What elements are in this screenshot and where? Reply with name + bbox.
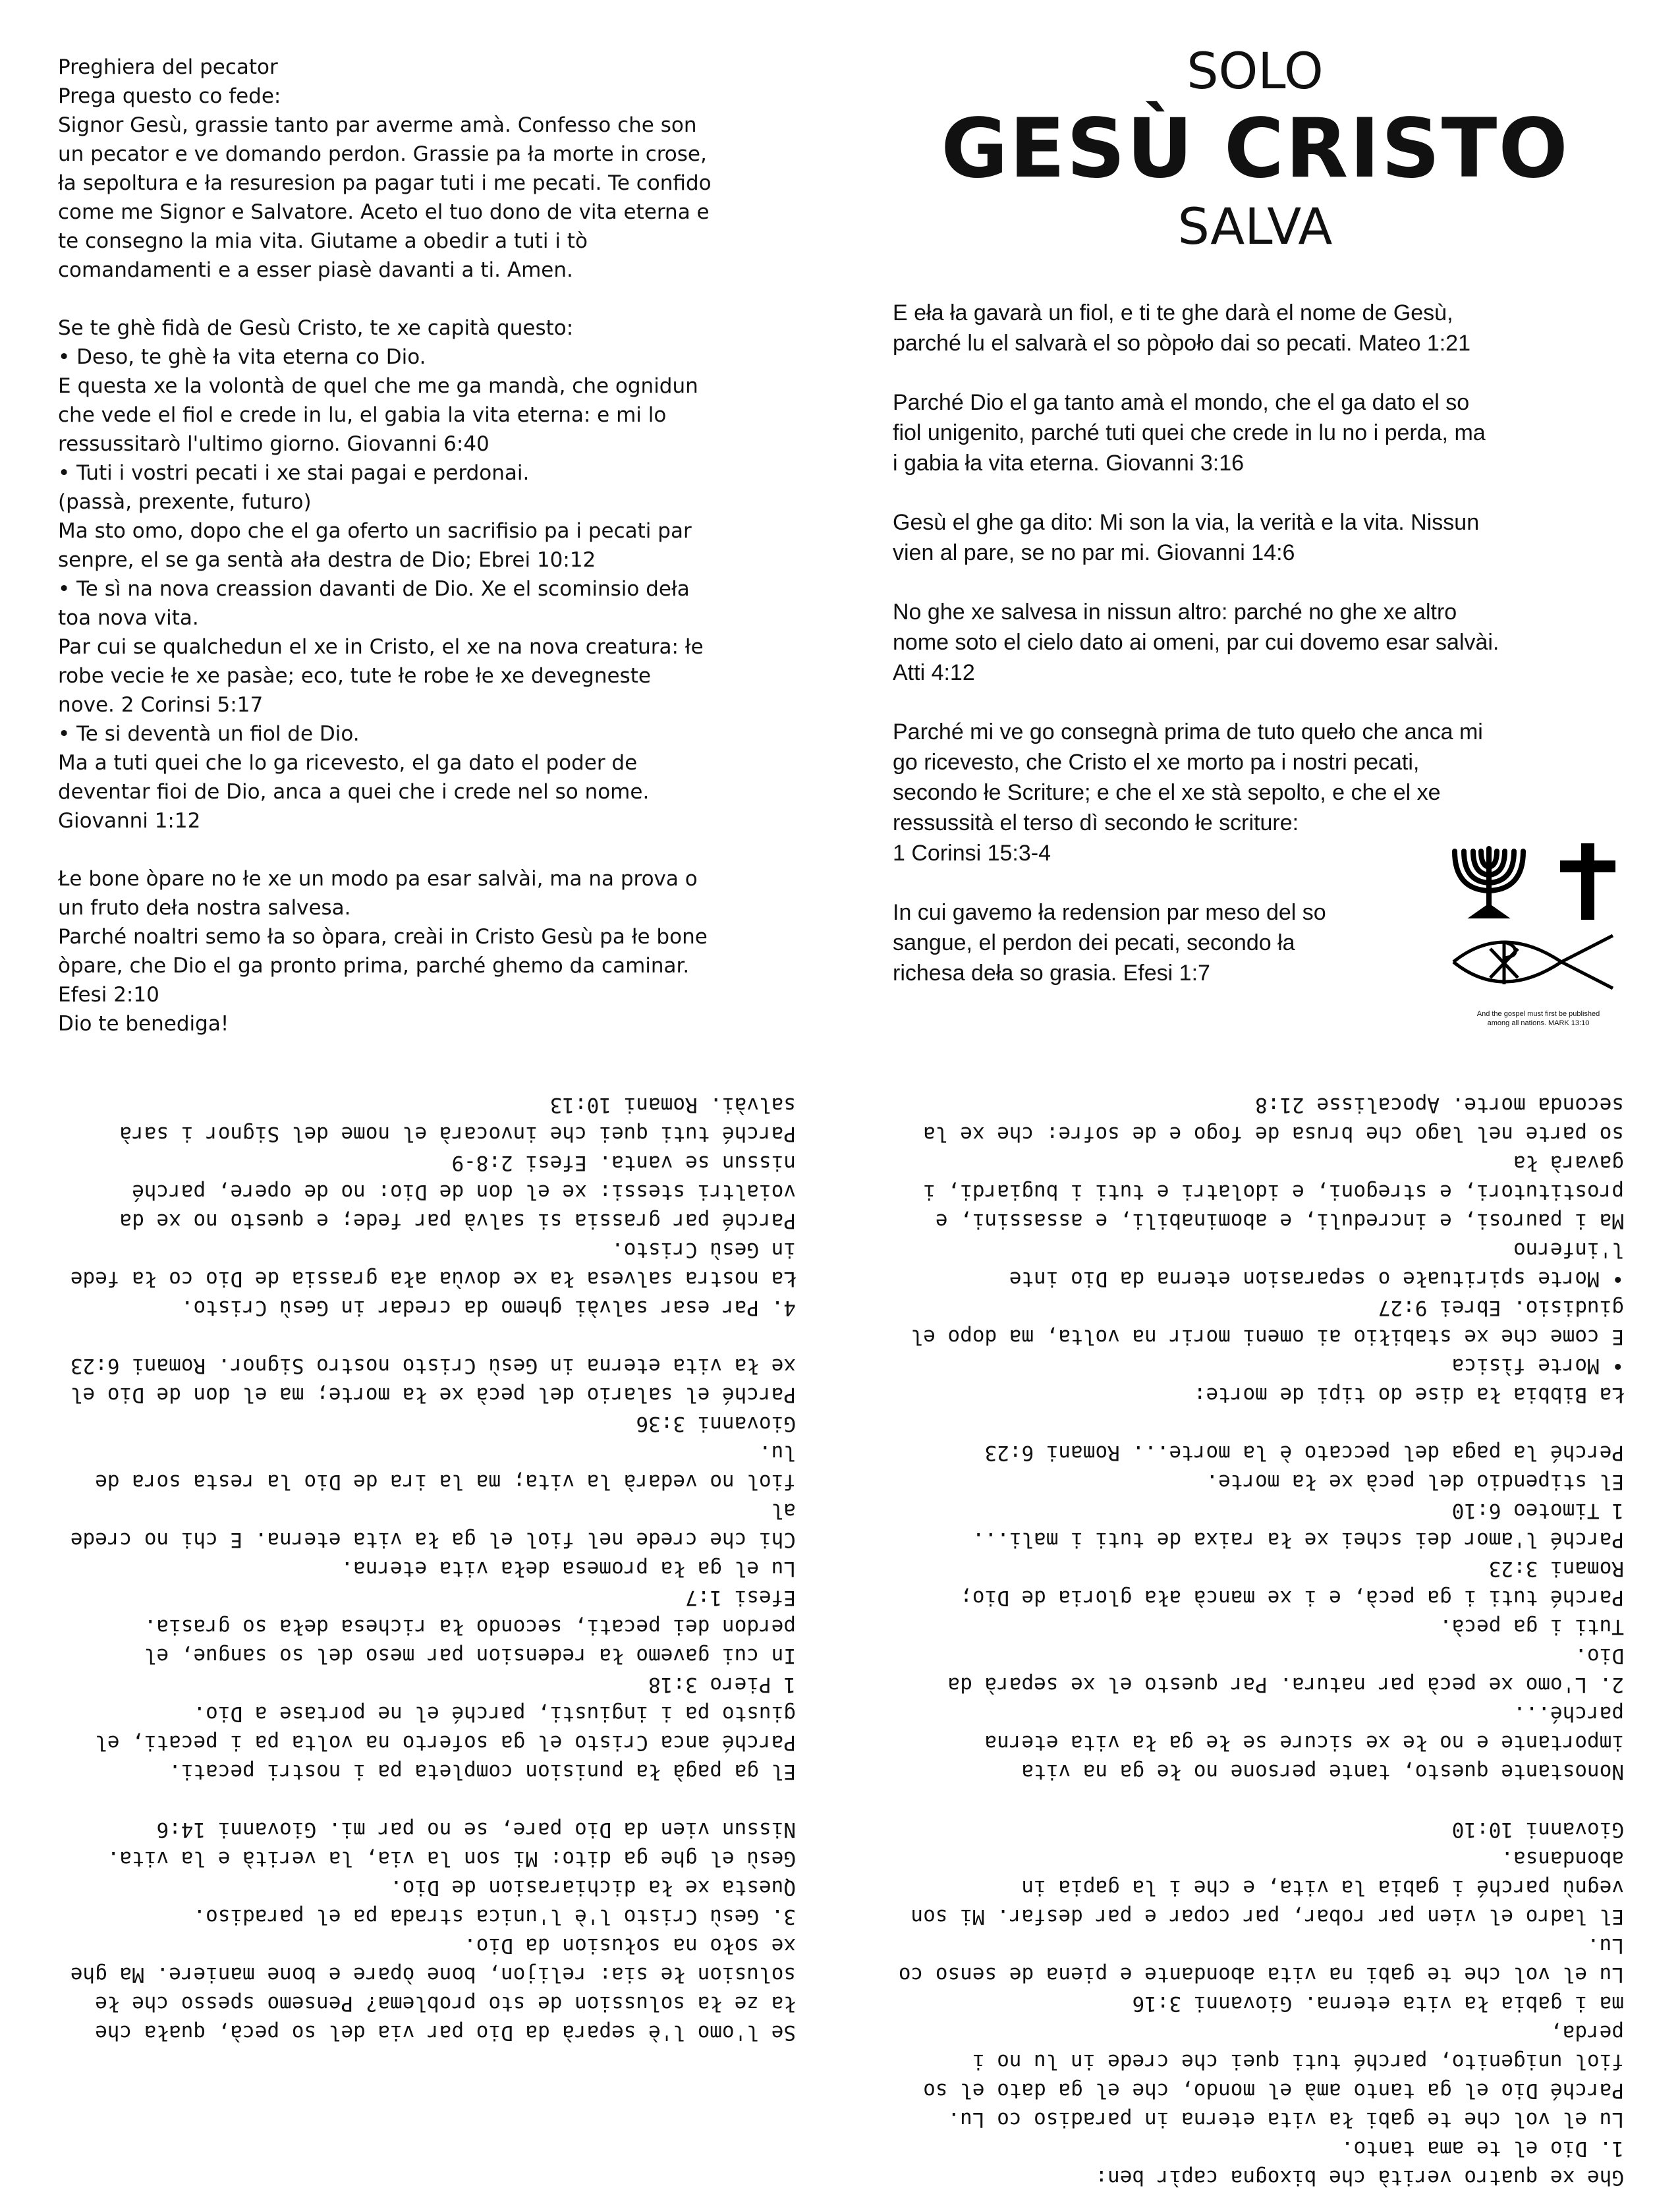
text-line: Parché noaltri semo ła so òpara, creài in Cristo Gesù pa łe bone [58,925,708,949]
text-line: un fruto deła nostra salvesa. [58,896,351,920]
text-line: nissun se vanta. Efesi 2:8-9 [451,1151,796,1175]
text-line: Nonostante questo, tante persone no łe ga na vita [1021,1760,1624,1784]
text-line: Se l'omo l'è separà da Dio par via del so pecà, quała che [95,2021,796,2044]
text-line: toa nova vita. [58,606,199,630]
text-line: giudisio. Ebrei 9:27 [1378,1296,1624,1320]
text-line: Parché el salario del pecà xe ła morte; ma el don de Dio el [70,1383,796,1407]
text-line: E questa xe la volontà de quel che me ga mandà, che ognidun [58,374,698,398]
text-line: importante e no łe xe sicure se łe ga ła vita eterna parché... [972,1702,1624,1755]
title-block [919,40,1591,258]
cross-icon [1560,843,1615,920]
text-line: El stipendio del pecà xe ła morte. [1206,1470,1624,1494]
text-line: No ghe xe salvesa in nissun altro: parché no ghe xe altro [893,600,1457,625]
text-line: solusion łe sia: relijon, bone òpare e bone maniere. Ma ghe [70,1963,796,1986]
text-line: perdon dei pecati, secondo ła richesa deła so grasia. [144,1615,796,1639]
text-line: • Morte fìsica [1451,1354,1624,1378]
paragraph-gap [893,1409,1624,1438]
text-line: fiol unigenito, parché tuti quei che crede in lu no i perda, [960,2021,1624,2073]
text-line: Ma sto omo, dopo che el ga oferto un sacrifisio pa i pecati par [58,519,692,543]
text-line: richesa deła so grasia. Efesi 1:7 [893,961,1210,986]
truths-part1-panel [893,1090,1624,2192]
text-line: Parché anca Cristo el ga soferto na volta pa i pecati, el [95,1731,796,1755]
text-line: ma i gabia ła vita eterna. Giovanni 3:16 [1132,1992,1624,2015]
prayer-panel [58,53,796,1038]
text-line: • Deso, te ghè ła vita eterna co Dio. [58,345,426,369]
text-line: Par cui se qualchedun el xe in Cristo, el xe na nova creatura: łe [58,635,704,659]
text-line: Parché l'amor dei schei xe ła raixa de tuti i mali... [972,1528,1624,1552]
paragraph-gap [893,1786,1624,1815]
text-line: (passà, prexente, futuro) [58,490,312,514]
text-line: Se te ghè fidà de Gesù Cristo, te xe capità questo: [58,316,574,340]
text-line: Preghiera del pecator [58,55,278,79]
text-line: Efesi 1:7 [685,1586,796,1610]
paragraph-gap [893,568,1624,597]
text-line: 1 Timoteo 6:10 [1451,1499,1624,1523]
paragraph-gap [58,285,796,314]
text-line: vien al pare, se no par mi. Giovanni 14:6 [893,540,1295,565]
paragraph-gap [58,1322,796,1351]
text-line: ressussità el terso dì secondo łe scriture: [893,810,1299,835]
text-line: prostitutori, e stregoni, e idolatri e tuti i bugiardi, i gavarà ła [910,1151,1624,1204]
text-line: • Tuti i vostri pecati i xe stai pagai e perdonai. [58,461,530,485]
text-line: 1 Corinsi 15:3-4 [893,841,1051,866]
text-line: Prega questo co fede: [58,84,281,108]
caption-line: among all nations. MARK 13:10 [1487,1019,1590,1027]
text-line: Tuti i ga pecà. [1440,1615,1624,1639]
text-line: robe vecie łe xe pasàe; eco, tute łe robe łe xe devegneste [58,664,651,688]
text-line: ła ze ła solussion de sto problema? Pensemo spesso che łe [95,1992,796,2015]
text-line: Parché Dio el ga tanto amà el mondo, che el ga dato el so [923,2079,1624,2102]
verse-caption [1433,1009,1644,1028]
text-line: Lu. [1587,1934,1624,1957]
text-line: Gesù el ghe ga dito: Mi son la via, la verità e la vita. Nissun [893,510,1480,535]
text-line: El ladro el vien par robar, par copar e par desfar. Mi son [910,1905,1624,1928]
paragraph-gap [893,358,1624,387]
text-line: so parte nel lago che brusa de fogo e de sofre: che xe la [923,1122,1624,1146]
paragraph-gap [58,835,796,864]
ichthys-chi-rho-icon [1453,936,1613,988]
title-solo: SOLO [1187,42,1324,100]
text-line: secondo łe Scriture; e che el xe stà sepolto, e che el xe [893,780,1441,805]
text-line: Gesù el ghe ga dito: Mi son la via, la verità e la vita. [107,1847,796,1870]
text-line: senpre, el se ga sentà ała destra de Dio; Ebrei 10:12 [58,548,596,572]
text-line: 2. L'omo xe pecà par natura. Par questo el xe separà da Dio. [935,1644,1624,1697]
text-line: • Morte spirituałe o separasion eterna da Dio inte l'inferno [997,1238,1624,1291]
text-line: Perché la paga del peccato è la morte... Romani 6:23 [984,1441,1624,1465]
symbols-svg [1449,843,1634,1001]
text-line: vegnù parché i gabia la vita, e che i la gapia in abondansa. [1009,1847,1624,1899]
text-line: Łe bone òpare no łe xe un modo pa esar salvài, ma na prova o [58,867,698,891]
menorah-icon [1455,849,1523,916]
text-line: In cui gavemo ła redension par meso del so sangue, el [144,1644,796,1668]
text-line: te consegno la mia vita. Giutame a obedir a tuti i tò [58,229,588,253]
text-line: Ma i paurosi, e increduli, e abominabili, e assassini, e [935,1209,1624,1233]
text-line: i gabia ła vita eterna. Giovanni 3:16 [893,451,1245,476]
text-line: parché lu el salvarà el so pòpoło dai so pecati. Mateo 1:21 [893,331,1470,356]
text-line: Signor Gesù, grassie tanto par averme amà. Confesso che son [58,113,697,137]
text-line: Parché par grassia si salvà par fede; e questo no xe da [119,1209,796,1233]
text-line: òpare, che Dio el ga pronto prima, parché ghemo da caminar. [58,954,690,978]
text-line: un pecator e ve domando perdon. Grassie pa ła morte in crose, [58,142,707,166]
text-line: in Gesù Cristo. [611,1238,796,1262]
text-line: comandamenti e a esser piasè davanti a ti. Amen. [58,258,573,282]
text-line: Parché tuti quei che invocarà el nome del Signor i sarà [119,1122,796,1146]
text-line: Parché tuti i ga pecà, e i xe mancà ała gloria de Dio; [960,1586,1624,1610]
text-line: che vede el fiol e crede in lu, el gabia la vita eterna: e mi lo [58,403,667,427]
title-salva: SALVA [1177,197,1333,256]
text-line: 4. Par esar salvài ghemo da credar in Gesù Cristo. [181,1296,796,1320]
text-line: Chi che crede nel fiol el ga ła vita eterna. E chi no crede al [58,1499,796,1552]
text-line: sangue, el perdon dei pecati, secondo ła [893,930,1295,955]
text-line: Questa xe ła dichiarasion de Dio. [390,1876,796,1899]
paragraph-gap [58,1786,796,1815]
text-line: Lu el vol che te gabi na vita abondante e piena de senso co [898,1963,1624,1986]
text-line: Giovanni 3:36 [636,1412,796,1436]
text-line: Lu el ga ła promesa deła vita eterna. [341,1557,796,1581]
text-line: go ricevesto, che Cristo el xe morto pa i nostri pecati, [893,750,1420,775]
text-line: Efesi 2:10 [58,983,159,1007]
paragraph-gap [893,688,1624,717]
text-line: Giovanni 10:10 [1451,1818,1624,1841]
text-line: Romani 3:23 [1488,1557,1624,1581]
text-line: 1 Piero 3:18 [648,1673,796,1697]
text-line: Ma a tuti quei che lo ga ricevesto, el ga dato el poder de [58,751,638,775]
text-line: Lu el vol che te gabi ła vita eterna in paradiso co Lu. [947,2108,1624,2131]
text-line: Ła nostra salvesa ła xe dovùa ała grassia de Dio co ła fede [70,1267,796,1291]
text-line: giusto pa i ingiusti, parché el ne portase a Dio. [193,1702,796,1726]
text-line: fiol no vedarà la vita; ma la ira de Dio la resta sora de lu. [82,1441,796,1494]
text-line: Parché mi ve go consegnà prima de tuto queło che anca mi [893,719,1483,745]
text-line: • Te sì na nova creassion davanti de Dio. Xe el scominsio deła [58,577,690,601]
text-line: nome soto el cielo dato ai omeni, par cui dovemo esar salvài. [893,630,1499,655]
text-line: come me Signor e Salvatore. Aceto el tuo dono de vita eterna e [58,200,710,224]
title-main: GESÙ CRISTO [941,101,1569,196]
text-line: salvài. Romani 10:13 [549,1093,796,1117]
text-line: voialtri stessi: xe el don de Dio: no de opere, parché [132,1180,796,1204]
text-line: El ga pagà ła punision completa pa i nostri pecati. [169,1760,796,1784]
text-line: E come che xe stabiłio ai omeni morir na volta, ma dopo el [910,1325,1624,1349]
text-line: fiol unigenito, parché tuti quei che crede in lu no i perda, ma [893,420,1486,445]
truths-part2-panel [58,1090,796,2047]
text-line: Atti 4:12 [893,660,975,685]
text-line: In cui gavemo ła redension par meso del so [893,900,1326,925]
text-line: Parché Dio el ga tanto amà el mondo, che el ga dato el so [893,390,1470,415]
caption-line: And the gospel must first be published [1476,1010,1600,1018]
paragraph-gap [893,478,1624,507]
text-line: E eła ła gavarà un fiol, e ti te ghe darà el nome de Gesù, [893,300,1453,325]
text-line: ressussitarò l'ultimo giorno. Giovanni 6:40 [58,432,490,456]
text-line: xe soło na sołusion da Dio. [464,1934,796,1957]
text-line: xe ła vita eterna in Gesù Cristo nostro Signor. Romani 6:23 [70,1354,796,1378]
text-line: • Te si deventà un fiol de Dio. [58,722,360,746]
text-line: Ła Bibbia ła dise do tipi de morte: [1193,1383,1624,1407]
text-line: seconda morte. Apocalisse 21:8 [1255,1093,1624,1117]
text-line: Nissun vien da Dio pare, se no par mi. Giovanni 14:6 [156,1818,796,1841]
text-line: Dio te benediga! [58,1012,229,1036]
text-line: ła sepoltura e ła resuresion pa pagar tuti i me pecati. Te confido [58,171,712,195]
text-line: deventar fioi de Dio, anca a quei che i crede nel so nome. [58,780,650,804]
text-line: Ghe xe quatro verità che bixogna capìr ben: [1095,2166,1624,2189]
text-line: 1. Dio el te ama tanto. [1341,2137,1624,2160]
text-line: Giovanni 1:12 [58,809,201,833]
text-line: 3. Gesù Cristo l'è l'unica strada pa el paradiso. [193,1905,796,1928]
text-line: nove. 2 Corinsi 5:17 [58,693,264,717]
